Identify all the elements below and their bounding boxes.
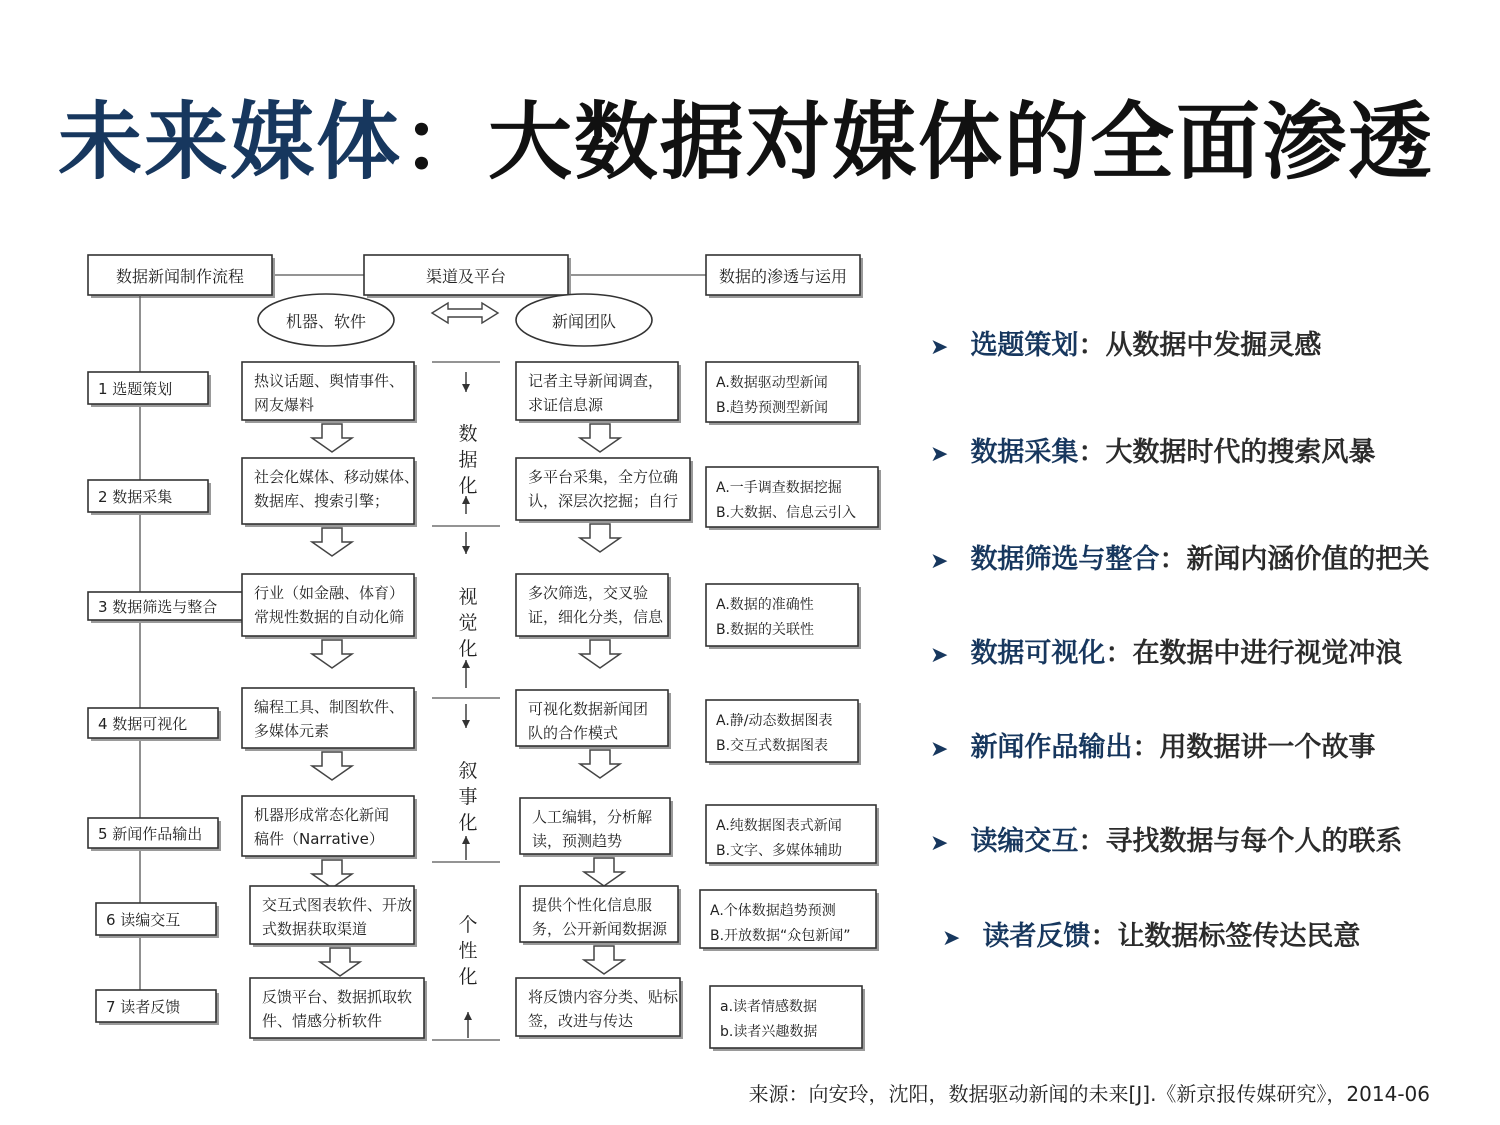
use-text: A.数据的准确性 bbox=[716, 597, 814, 613]
bullet-text: 用数据讲一个故事 bbox=[1159, 732, 1376, 763]
ellipse-label: 新闻团队 bbox=[551, 312, 617, 331]
machine-text: 反馈平台、数据抓取软 bbox=[262, 988, 413, 1006]
use-text: B.开放数据“众包新闻” bbox=[710, 928, 851, 944]
bullet-separator: ： bbox=[1159, 544, 1187, 575]
bullet-text: 从数据中发掘灵感 bbox=[1105, 330, 1322, 361]
down-arrow-icon bbox=[580, 640, 620, 668]
bullet-key: 数据采集 bbox=[970, 437, 1079, 468]
header-label: 渠道及平台 bbox=[425, 267, 507, 286]
team-text: 证，细化分类，信息 bbox=[528, 608, 664, 626]
phase-arrow-icon-head bbox=[462, 660, 470, 668]
bullet-text: 让数据标签传达民意 bbox=[1117, 921, 1361, 952]
bullet-separator: ： bbox=[1078, 826, 1106, 857]
team-text: 认，深层次挖掘；自行 bbox=[528, 492, 679, 510]
arrow-bullet-icon: ➤ bbox=[930, 643, 949, 668]
arrow-bullet-icon: ➤ bbox=[930, 442, 949, 467]
machine-text: 常规性数据的自动化筛 bbox=[254, 608, 405, 626]
use-text: B.交互式数据图表 bbox=[716, 738, 829, 754]
phase-label: 叙事化 bbox=[458, 760, 478, 834]
team-text: 记者主导新闻调查， bbox=[528, 372, 664, 390]
phase-arrow-icon-head bbox=[462, 720, 470, 728]
team-text: 多平台采集，全方位确 bbox=[528, 468, 679, 486]
machine-text: 社会化媒体、移动媒体、 bbox=[254, 468, 420, 486]
title-rest: 大数据对媒体的全面渗透 bbox=[488, 93, 1435, 191]
double-arrow-icon bbox=[432, 303, 498, 323]
step-label: 7 读者反馈 bbox=[106, 998, 181, 1016]
bullet-item bbox=[930, 725, 1375, 764]
team-text: 队的合作模式 bbox=[528, 724, 619, 742]
phase-arrow-icon-head bbox=[462, 496, 470, 504]
bullet-separator: ： bbox=[1105, 638, 1133, 669]
team-text: 务，公开新闻数据源 bbox=[532, 920, 668, 938]
bullet-separator: ： bbox=[1132, 732, 1160, 763]
bullet-item bbox=[930, 819, 1402, 858]
team-text: 将反馈内容分类、贴标 bbox=[528, 988, 679, 1006]
machine-text: 编程工具、制图软件、 bbox=[254, 698, 405, 716]
step-label: 4 数据可视化 bbox=[98, 715, 188, 733]
team-text: 签，改进与传达 bbox=[528, 1012, 634, 1030]
ellipse-label: 机器、软件 bbox=[285, 312, 367, 331]
bullet-key: 读编交互 bbox=[970, 826, 1079, 857]
machine-text: 交互式图表软件、开放 bbox=[262, 896, 413, 914]
bullet-separator: ： bbox=[1078, 437, 1106, 468]
bullet-key: 读者反馈 bbox=[982, 921, 1091, 952]
team-text: 读，预测趋势 bbox=[532, 832, 623, 850]
machine-text: 行业（如金融、体育） bbox=[254, 584, 405, 602]
arrow-bullet-icon: ➤ bbox=[930, 549, 949, 574]
down-arrow-icon bbox=[580, 524, 620, 552]
use-text: A.一手调查数据挖掘 bbox=[716, 480, 842, 496]
bullet-separator: ： bbox=[1090, 921, 1118, 952]
machine-text: 数据库、搜索引擎； bbox=[254, 492, 390, 510]
header-label: 数据的渗透与运用 bbox=[718, 267, 848, 286]
use-text: b.读者兴趣数据 bbox=[720, 1024, 818, 1040]
phase-label: 个性化 bbox=[458, 914, 478, 988]
down-arrow-icon bbox=[320, 948, 360, 976]
phase-arrow-icon-head bbox=[462, 546, 470, 554]
bullet-text: 大数据时代的搜索风暴 bbox=[1105, 437, 1376, 468]
use-text: B.数据的关联性 bbox=[716, 622, 815, 638]
machine-text: 热议话题、舆情事件、 bbox=[254, 372, 405, 390]
step-label: 1 选题策划 bbox=[98, 380, 173, 398]
use-text: B.趋势预测型新闻 bbox=[716, 400, 829, 416]
bullet-text: 在数据中进行视觉冲浪 bbox=[1132, 638, 1403, 669]
machine-text: 机器形成常态化新闻 bbox=[254, 806, 390, 824]
use-text: B.文字、多媒体辅助 bbox=[716, 843, 843, 859]
use-text: A.数据驱动型新闻 bbox=[716, 375, 828, 391]
down-arrow-icon bbox=[312, 752, 352, 780]
down-arrow-icon bbox=[312, 528, 352, 556]
use-text: A.个体数据趋势预测 bbox=[710, 903, 836, 919]
down-arrow-icon bbox=[584, 858, 624, 886]
machine-text: 件、情感分析软件 bbox=[262, 1012, 383, 1030]
down-arrow-icon bbox=[580, 424, 620, 452]
bullet-item bbox=[942, 914, 1360, 953]
use-text: A.纯数据图表式新闻 bbox=[716, 818, 842, 834]
title-separator: ： bbox=[402, 93, 489, 191]
bullet-key: 数据筛选与整合 bbox=[970, 544, 1160, 575]
team-text: 提供个性化信息服 bbox=[532, 896, 653, 914]
bullet-text: 新闻内涵价值的把关 bbox=[1186, 544, 1430, 575]
down-arrow-icon bbox=[584, 946, 624, 974]
team-text: 可视化数据新闻团 bbox=[528, 700, 649, 718]
bullet-item bbox=[930, 537, 1429, 576]
bullet-item bbox=[930, 430, 1375, 469]
use-text: B.大数据、信息云引入 bbox=[716, 505, 857, 521]
header-label: 数据新闻制作流程 bbox=[115, 267, 245, 286]
step-label: 3 数据筛选与整合 bbox=[98, 598, 218, 616]
step-label: 5 新闻作品输出 bbox=[98, 825, 203, 843]
machine-text: 网友爆料 bbox=[254, 396, 315, 414]
use-text: a.读者情感数据 bbox=[720, 999, 818, 1015]
down-arrow-icon bbox=[312, 860, 352, 888]
source-citation: 来源：向安玲，沈阳，数据驱动新闻的未来[J].《新京报传媒研究》，2014-06 bbox=[748, 1082, 1430, 1106]
down-arrow-icon bbox=[312, 640, 352, 668]
phase-label: 数据化 bbox=[458, 423, 478, 497]
arrow-bullet-icon: ➤ bbox=[942, 926, 961, 951]
arrow-bullet-icon: ➤ bbox=[930, 335, 949, 360]
step-label: 2 数据采集 bbox=[98, 488, 173, 506]
machine-text: 稿件（Narrative） bbox=[254, 830, 384, 848]
bullet-separator: ： bbox=[1078, 330, 1106, 361]
arrow-bullet-icon: ➤ bbox=[930, 831, 949, 856]
phase-label: 视觉化 bbox=[458, 586, 478, 660]
bullet-text: 寻找数据与每个人的联系 bbox=[1105, 826, 1403, 857]
team-text: 人工编辑，分析解 bbox=[532, 808, 653, 826]
use-text: A.静/动态数据图表 bbox=[716, 713, 833, 729]
step-label: 6 读编交互 bbox=[106, 911, 181, 929]
phase-arrow-icon-head bbox=[462, 384, 470, 392]
team-text: 求证信息源 bbox=[528, 396, 604, 414]
down-arrow-icon bbox=[312, 424, 352, 452]
phase-arrow-icon-head bbox=[462, 836, 470, 844]
bullet-item bbox=[930, 631, 1402, 670]
down-arrow-icon bbox=[580, 750, 620, 778]
bullet-key: 选题策划 bbox=[970, 330, 1079, 361]
machine-text: 式数据获取渠道 bbox=[262, 920, 368, 938]
title-highlight: 未来媒体 bbox=[58, 93, 403, 191]
bullet-item bbox=[930, 323, 1321, 362]
bullet-key: 新闻作品输出 bbox=[970, 732, 1133, 763]
bullet-key: 数据可视化 bbox=[970, 638, 1106, 669]
arrow-bullet-icon: ➤ bbox=[930, 737, 949, 762]
phase-arrow-icon-head bbox=[464, 1012, 472, 1020]
team-text: 多次筛选，交叉验 bbox=[528, 584, 649, 602]
machine-text: 多媒体元素 bbox=[254, 722, 330, 740]
